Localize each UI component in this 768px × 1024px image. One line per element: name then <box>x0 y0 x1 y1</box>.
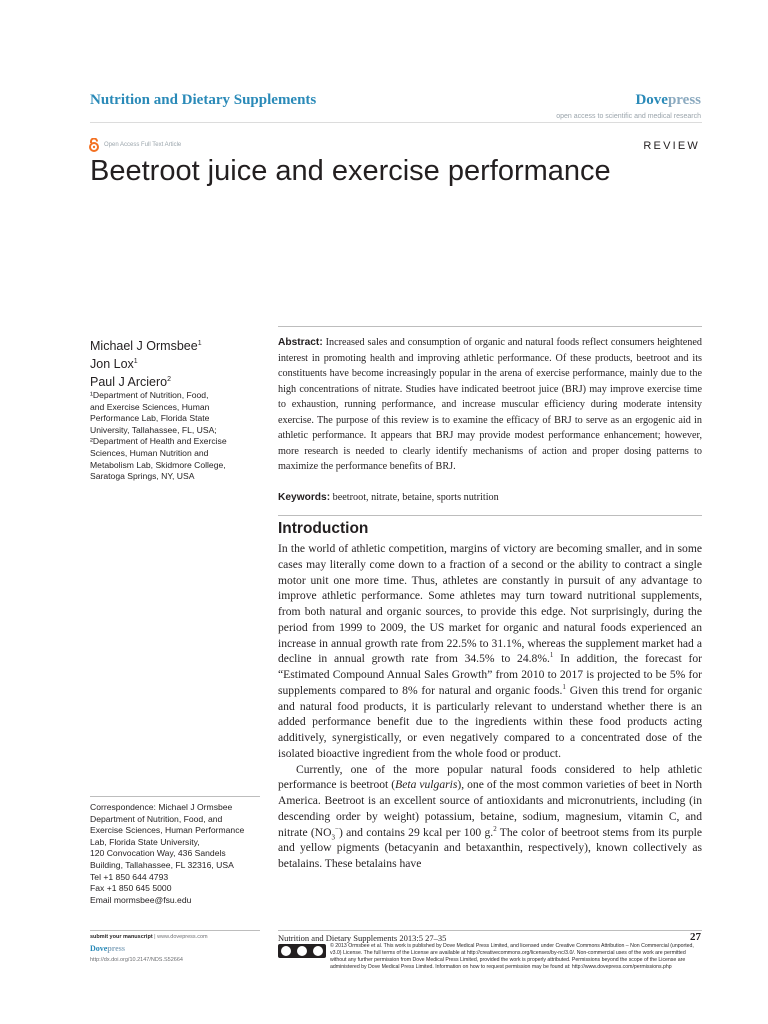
journal-name: Nutrition and Dietary Supplements <box>90 92 317 108</box>
reference-link[interactable]: 2 <box>493 824 497 833</box>
keywords-text: beetroot, nitrate, betaine, sports nutrition <box>332 492 499 503</box>
affiliation-line: Saratoga Springs, NY, USA <box>90 471 195 482</box>
affiliation-line: Sciences, Human Nutrition and <box>90 447 209 458</box>
correspondence-line: Exercise Sciences, Human Performance <box>90 825 245 836</box>
abstract <box>278 335 702 475</box>
publisher-tagline: open access to scientific and medical research <box>556 113 701 120</box>
species-name: Beta vulgaris <box>395 778 458 792</box>
correspondence-divider <box>90 796 260 797</box>
correspondence-line: Department of Nutrition, Food, and <box>90 813 223 824</box>
abstract-bottom-divider <box>278 515 702 516</box>
creative-commons-icon[interactable] <box>278 944 326 958</box>
brand-main: Dove <box>635 92 668 108</box>
license-text: © 2013 Ormsbee et al. This work is published by Dove Medical Press Limited, and licensed under Creative Commons Attribution – Non Commercial (unported, v3.0) License. The full terms of the License are available at http://creativecommons.org/licenses/by-nc/3.0/. Non-commercial uses of the work are permitted without any further permission from Dove Medical Press Limited, provided the work is properly attributed. Permissions beyond the scope of the License are administered by Dove Medical Press Limited. Information on how to request permission may be found at: http://www.dovepress.com/permissions.php <box>330 943 694 970</box>
correspondence-line: Correspondence: Michael J Ormsbee <box>90 802 233 812</box>
affiliations <box>90 390 260 483</box>
keywords-label: Keywords: <box>278 492 331 503</box>
section-heading-introduction: Introduction <box>278 520 369 537</box>
header-divider <box>90 122 702 123</box>
correspondence-line: Tel +1 850 644 4793 <box>90 871 169 882</box>
author-item[interactable]: Jon Lox$^1$ <box>90 357 138 372</box>
open-access-badge <box>88 138 181 152</box>
introduction-body <box>278 541 702 872</box>
abstract-text: Increased sales and consumption of organic and natural foods reflect consumers heightened interest in promoting health and improving athletic performance. Of these products, beetroot and its constituents have become increasingly popular in the arena of exercise performance, mainly due to the high concentrations of nitrate. Studies have indicated beetroot juice (BRJ) may improve exercise time to exhaustion, running performance, and increase muscular efficiency during moderate intensity exercise. The purpose of this review is to examine the efficacy of BRJ to serve as an ergogenic aid in athletic performance. It appears that BRJ may provide modest performance enhancement; however, more research is needed to clearly identify mechanisms of action and proper dosing patterns to maximize the performance benefits of BRJ. <box>278 337 703 472</box>
submit-manuscript-link[interactable]: submit your manuscript | www.dovepress.com <box>90 934 208 940</box>
author-item[interactable]: Paul J Arciero$^2$ <box>90 375 172 390</box>
footer-divider-right <box>278 930 702 931</box>
footer-publisher-logo[interactable]: Dovepress <box>90 944 125 953</box>
page-number: 27 <box>690 931 701 943</box>
brand-press: press <box>667 92 701 108</box>
open-access-label: Open Access Full Text Article <box>104 142 182 148</box>
journal-citation: Nutrition and Dietary Supplements 2013:5 27–35 <box>278 933 447 943</box>
author-list <box>90 336 202 390</box>
abstract-label: Abstract: <box>278 337 323 348</box>
publisher-logo[interactable] <box>635 92 701 109</box>
correspondence-line: 120 Convocation Way, 436 Sandels <box>90 848 226 859</box>
affiliation-line: Performance Lab, Florida State <box>90 413 210 424</box>
article-title: Beetroot juice and exercise performance <box>90 155 611 187</box>
correspondence-email[interactable]: Email mormsbee@fsu.edu <box>90 894 192 905</box>
keywords <box>278 490 702 505</box>
affiliation-line: ²Department of Health and Exercise <box>90 436 227 447</box>
affiliation-line: Metabolism Lab, Skidmore College, <box>90 459 226 470</box>
doi-link[interactable]: http://dx.doi.org/10.2147/NDS.S52664 <box>90 957 183 963</box>
footer-divider-left <box>90 930 260 931</box>
paragraph: Currently, one of the more popular natural foods considered to help athletic performance is beetroot (Beta vulgaris), one of the most common varieties of beet in North America. Beetroot is an excellent source of antioxidants and micronutrients, including (in descending order by weight) potassium, betaine, sodium, magnesium, vitamin C, and nitrate $(NO_3^-)$ and contains 29 kcal per 100 g.$^2$ The color of beetroot stems from its purple and yellow pigments (betacyanin and betaxanthin, respectively), known collectively as betalains. These betalains have <box>278 762 702 870</box>
correspondence-line: Fax +1 850 645 5000 <box>90 883 172 894</box>
correspondence-line: Lab, Florida State University, <box>90 836 200 847</box>
affiliation-line: and Exercise Sciences, Human <box>90 401 210 412</box>
article-type: REVIEW <box>643 140 700 152</box>
paragraph: In the world of athletic competition, margins of victory are becoming smaller, and in some cases may literally come down to a fraction of a second or the ability to contract a single motor unit one more time. Thus, athletes are constantly in pursuit of any advantage to improve athletic performance. Some athletes may turn toward nutritional supplements, from both natural and organic sources, to provide this edge. Not surprisingly, during the period from 1999 to 2009, the US market for organic and natural foods experienced an increase in annual growth rate from 22.5% to 31.1%, whereas the supplement market had a decline in annual growth rate from 34.5% to 24.8%.$^1$ In addition, the forecast for “Estimated Compound Annual Sales Growth” from 2010 to 2017 is projected to be 5% for supplements compared to 8% for natural and organic foods.$^1$ Given this trend for organic and natural food products, it is particularly relevant to understand whether there is an added performance benefit due to the ingredients within these food products acting additively, synergistically, or even negatively compared to a concentrated dose of the isolated bioactive ingredient from the whole food or product. <box>278 542 702 760</box>
affiliation-line: ¹Department of Nutrition, Food, <box>90 390 209 400</box>
correspondence <box>90 802 270 906</box>
open-access-icon <box>88 138 100 152</box>
reference-link[interactable]: 1 <box>562 682 566 691</box>
abstract-top-divider <box>278 326 702 327</box>
author-item[interactable]: Michael J Ormsbee$^1$ <box>90 339 202 354</box>
reference-link[interactable]: 1 <box>549 651 554 660</box>
affiliation-line: University, Tallahassee, FL, USA; <box>90 424 217 435</box>
correspondence-line: Building, Tallahassee, FL 32316, USA <box>90 859 234 870</box>
